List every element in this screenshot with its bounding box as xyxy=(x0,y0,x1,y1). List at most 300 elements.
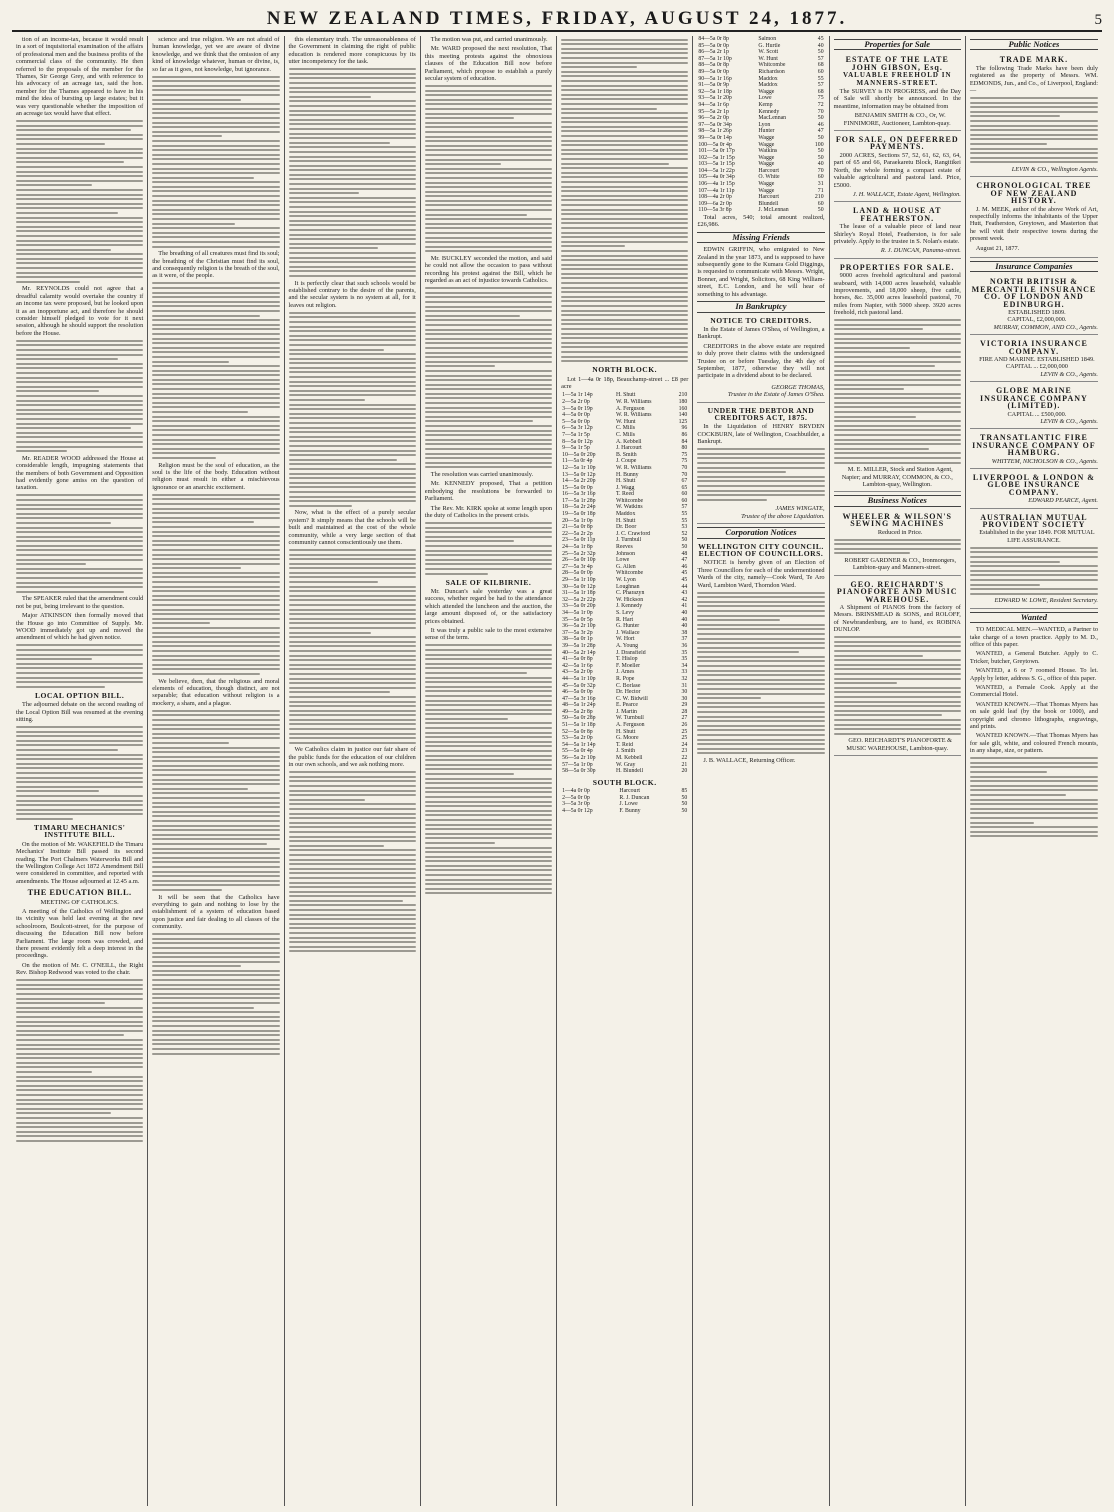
buyer-cell: Wagge xyxy=(758,181,775,188)
price-cell: 55 xyxy=(681,511,688,518)
lot-cell: 43—5a 2r 0p xyxy=(562,669,593,676)
notice-signature xyxy=(697,503,824,524)
price-cell: 60 xyxy=(817,200,824,207)
section-banner: Missing Friends xyxy=(697,232,824,243)
article-paragraph: Mr. BUCKLEY seconded the motion, and said he could not allow the occasion to pass without recording his protest against the Bill, which he regarded as an act of injustice towards Catholics. xyxy=(424,255,553,285)
buyer-cell: Whitcombe xyxy=(758,62,786,69)
lot-cell: 99—5a 0r 14p xyxy=(698,134,732,141)
ad-subtitle: Reduced in Price. xyxy=(877,528,923,536)
section-heading: SOUTH BLOCK. xyxy=(592,777,657,787)
text-filler xyxy=(16,726,143,820)
sale-row xyxy=(697,49,824,56)
sale-row xyxy=(561,709,688,716)
sale-row xyxy=(697,201,824,208)
article-paragraph: tion of an income-tax, because it would result in a sort of inquisitorial examination of the affairs of professional men and the business profits of the commercial class of the community. He then referred to the proposals of the member for the Thames, Sir George Grey, and with reference to his advocacy of an acreage tax, said the hon. member for the Thames appeared to have in his mind the idea of bursting up large estates; but it was very questionable whether the imposition of an acreage tax would have that effect. xyxy=(16,36,144,118)
sale-row xyxy=(561,623,688,630)
buyer-cell: R. Pope xyxy=(616,675,635,682)
buyer-cell: M. Kebbell xyxy=(616,755,643,762)
lot-cell: 87—5a 1r 10p xyxy=(698,55,732,62)
price-cell: 70 xyxy=(681,464,688,471)
sale-row xyxy=(561,419,688,426)
ad-body: 2000 ACRES, Sections 57, 52, 61, 62, 63, 64, part of 65 and 66, Paraekaretu Block, Rangitikei North, the whole forming a compact estate of valuable agricultural and pastoral land. Price, £5000. xyxy=(833,151,961,189)
ad-title: LAND & HOUSE AT FEATHERSTON. xyxy=(853,206,942,223)
article-paragraph: Now, what is the effect of a purely secular system? It simply means that the schools will be built and maintained at the cost of the whole community, while a very large section of that community cannot conscientiously use them. xyxy=(288,509,416,546)
lot-cell: 11—5a 0r 4p xyxy=(562,458,593,465)
lot-cell: 51—5a 1r 18p xyxy=(562,722,596,729)
ad-signature: WHITTEM, NICHOLSON & CO., Agents. xyxy=(991,457,1098,465)
ad-title: CHRONOLOGICAL TREE OF NEW ZEALAND HISTORY. xyxy=(976,181,1092,206)
sale-row xyxy=(561,491,688,498)
sale-row xyxy=(561,683,688,690)
article-paragraph: On the motion of Mr. C. O'NEILL, the Right Rev. Bishop Redwood was voted to the chair. xyxy=(16,961,144,977)
sale-row xyxy=(697,95,824,102)
advertisement xyxy=(970,384,1098,429)
buyer-cell: J. Ames xyxy=(616,669,635,676)
buyer-cell: H. Shutt xyxy=(616,478,636,485)
column-6 xyxy=(693,36,829,1506)
buyer-cell: W. Lyon xyxy=(616,577,636,583)
price-cell: 46 xyxy=(681,563,688,570)
text-filler xyxy=(970,757,1098,837)
price-cell: 41 xyxy=(681,603,688,610)
sale-row xyxy=(561,669,688,676)
text-filler xyxy=(834,636,961,734)
sale-row xyxy=(697,62,824,69)
buyer-cell: Watkins xyxy=(758,148,778,155)
text-filler xyxy=(152,282,279,459)
sale-row xyxy=(561,485,688,492)
sale-results-table xyxy=(561,392,688,774)
price-cell: 22 xyxy=(681,755,688,762)
price-cell: 35 xyxy=(681,649,688,656)
article-paragraph: It was truly a public sale to the most extensive sense of the term. xyxy=(424,626,553,642)
wanted-ad: WANTED, a General Butcher. Apply to C. Tricker, butcher, Greytown. xyxy=(969,650,1098,665)
notice-text: NOTICE is hereby given of an Election of Three Councillors for each of the undermentioned Wards of the city, namely—Cook Ward, Te Aro Ward, Lambton Ward, Thorndon Ward. xyxy=(697,559,825,589)
price-cell: 65 xyxy=(681,484,688,491)
buyer-cell: T. Reed xyxy=(616,491,634,498)
lot-cell: 96—5a 2r 0p xyxy=(698,115,729,122)
notice-title: UNDER THE DEBTOR AND CREDITORS ACT, 1875. xyxy=(707,405,815,422)
text-filler xyxy=(697,592,824,755)
ad-capital: CAPITAL, £2,000,000. xyxy=(1007,316,1067,324)
notice-title: NOTICE TO CREDITORS. xyxy=(710,315,812,325)
text-filler xyxy=(152,76,279,248)
sale-row xyxy=(561,603,688,610)
buyer-cell: Kemp xyxy=(758,101,773,108)
section-banner: Public Notices xyxy=(970,39,1098,50)
buyer-cell: Lowe xyxy=(758,95,772,102)
price-cell: 50 xyxy=(817,49,824,56)
lot-cell: 49—5a 2r 8p xyxy=(562,708,593,715)
signature: JAMES WINGATE, xyxy=(775,505,825,513)
lot-cell: 100—5a 0r 4p xyxy=(698,141,732,148)
section-banner: Insurance Companies xyxy=(970,261,1098,272)
buyer-cell: W. Hickson xyxy=(616,596,644,603)
lot-cell: 94—5a 1r 6p xyxy=(698,101,729,108)
sale-row xyxy=(561,643,688,650)
sale-row xyxy=(697,161,824,168)
lot-cell: 38—5a 0r 1p xyxy=(562,636,593,643)
buyer-cell: C. W. Bidwill xyxy=(616,695,648,702)
advertisement xyxy=(970,431,1098,469)
price-cell: 40 xyxy=(681,609,688,616)
text-filler xyxy=(16,340,143,452)
lot-cell: 55—5a 0r 4p xyxy=(562,748,593,755)
lot-cell: 16—5a 3r 16p xyxy=(562,491,596,498)
price-cell: 96 xyxy=(681,425,688,432)
price-cell: 60 xyxy=(817,174,824,181)
price-cell: 20 xyxy=(681,768,688,775)
sale-row xyxy=(561,722,688,729)
price-cell: 70 xyxy=(681,471,688,478)
sale-row xyxy=(561,689,688,696)
lot-cell: 6—5a 3r 12p xyxy=(562,425,593,432)
sale-row xyxy=(561,458,688,465)
section-banner: In Bankruptcy xyxy=(697,301,824,312)
price-cell: 55 xyxy=(817,75,824,82)
lot-cell: 56—5a 2r 10p xyxy=(562,755,596,762)
text-filler xyxy=(834,319,961,463)
notice-signature xyxy=(697,382,824,403)
lot-cell: 106—4a 1r 15p xyxy=(698,181,735,188)
text-filler xyxy=(152,494,279,675)
buyer-cell: Wagge xyxy=(758,187,775,194)
lot-cell: 13—5a 0r 12p xyxy=(562,471,596,478)
wanted-ad: WANTED KNOWN.—That Thomas Myers has on sale gold leaf (by the book or 1000), and copyright and chromo lithographs, engravings, and prints. xyxy=(969,700,1098,730)
section-banner: Properties for Sale xyxy=(834,39,961,50)
text-filler xyxy=(289,549,416,744)
advertisement xyxy=(970,179,1098,258)
buyer-cell: Wagge xyxy=(758,134,775,141)
buyer-cell: J. Wagg xyxy=(616,484,635,491)
price-cell: 60 xyxy=(817,68,824,75)
lot-cell: 7—5a 1r 5p xyxy=(562,431,590,438)
sale-row xyxy=(561,748,688,755)
sale-row xyxy=(561,504,688,511)
section-heading: LOCAL OPTION BILL. xyxy=(34,690,125,700)
buyer-cell: W. Hunt xyxy=(758,55,778,62)
buyer-cell: J. Smith xyxy=(616,748,636,755)
lot-cell: 41—5a 0r 8p xyxy=(562,656,593,663)
buyer-cell: G. Hunter xyxy=(616,623,640,630)
sale-row xyxy=(561,544,688,551)
lot-cell: 105—4a 0r 34p xyxy=(698,174,735,181)
price-cell: 31 xyxy=(817,181,824,188)
wanted-ad: WANTED, a 6 or 7 roomed House. To let. Apply by letter, address S. G., office of this paper. xyxy=(969,667,1098,682)
article-paragraph: We believe, then, that the religious and moral elements of education, though distinct, are not separable; that education without religion is a mockery, a sham, and a plague. xyxy=(152,677,280,707)
buyer-cell: G. Allen xyxy=(616,563,636,570)
buyer-cell: J. McLennan xyxy=(758,207,789,214)
buyer-cell: A. Kebbell xyxy=(616,438,642,445)
section-heading: THE EDUCATION BILL. xyxy=(27,888,132,898)
buyer-cell: A. Young xyxy=(616,642,639,649)
sale-row xyxy=(561,650,688,657)
ad-title: VICTORIA INSURANCE COMPANY. xyxy=(979,339,1088,356)
buyer-cell: Wagge xyxy=(758,141,775,148)
lot-cell: 95—5a 2r 1p xyxy=(698,108,729,115)
sale-row xyxy=(697,155,824,162)
article-paragraph: The Rev. Mr. KIRK spoke at some length upon the duty of Catholics in the present crisis. xyxy=(424,504,553,519)
lot-cell: 21—5a 0r 8p xyxy=(562,524,593,531)
ad-signature: GEO. REICHARDT'S PIANOFORTE & MUSIC WAREHOUSE, Lambton-quay. xyxy=(846,737,953,752)
buyer-cell: J. Lowe xyxy=(619,801,638,808)
lot-cell: 44—5a 1r 10p xyxy=(562,675,596,682)
lot-cell: 10—5a 0r 20p xyxy=(562,451,596,458)
price-cell: 44 xyxy=(681,583,688,590)
buyer-cell: F. Bunny xyxy=(619,808,641,814)
advertisement xyxy=(970,471,1098,509)
lot-cell: 4—5a 0r 0p xyxy=(562,412,590,419)
buyer-cell: C. Pharazyn xyxy=(616,590,645,597)
article-paragraph: The breathing of all creatures must find its soul; the breathing of the Christian must find its soul, and consequently religion is the breath of the soul, as it were, of the people. xyxy=(152,250,280,280)
price-cell: 60 xyxy=(681,497,688,504)
sale-row xyxy=(697,82,824,89)
price-cell: 45 xyxy=(817,36,824,42)
notice-title: WELLINGTON CITY COUNCIL. ELECTION OF COUNCILLORS. xyxy=(698,541,824,558)
text-filler xyxy=(16,494,143,592)
lot-cell: 108—4a 2r 0p xyxy=(698,194,732,201)
ad-body: J. M. MEEK, author of the above Work of Art, respectfully informs the inhabitants of the Upper Hutt, Featherston, Greytown, and Masterton that he will visit their respective towns during the present week. xyxy=(969,205,1098,243)
article-paragraph: Mr. READER WOOD addressed the House at considerable length, impugning statements that the members of both Government and Opposition had evidently gone amiss on the question of taxation. xyxy=(16,454,144,492)
section-heading: NORTH BLOCK. xyxy=(592,365,658,375)
notice-text: CREDITORS in the above estate are required to duly prove their claims with the undersigned Trustee on or before Tuesday, the 4th day of September, 1877, otherwise they will not participate in a dividend about to be declared. xyxy=(697,342,825,380)
buyer-cell: Lyon xyxy=(758,121,771,128)
sale-row xyxy=(561,755,688,762)
price-cell: 40 xyxy=(681,616,688,623)
price-cell: 67 xyxy=(681,478,688,485)
text-filler xyxy=(425,287,552,468)
ad-title: PROPERTIES FOR SALE. xyxy=(839,262,955,272)
article-paragraph: Mr. WARD proposed the next resolution, That this meeting protests against the obnoxious clauses of the Education Bill now before Parliament, which propose to establish a purely secular system of education. xyxy=(424,45,553,83)
article-paragraph: this elementary truth. The unreasonableness of the Government in claiming the right of public education is rendered more conspicuous by its utter incompetency for the task. xyxy=(288,36,416,66)
buyer-cell: W. Gray xyxy=(616,761,636,768)
lot-cell: 34—5a 1r 0p xyxy=(562,609,593,616)
buyer-cell: Reeves xyxy=(616,544,633,551)
sale-row xyxy=(561,768,688,775)
notice-text: In the Estate of James O'Shea, of Wellington, a Bankrupt. xyxy=(697,325,825,341)
lot-cell: 33—5a 0r 20p xyxy=(562,603,596,610)
lot-cell: 27—5a 3r 4p xyxy=(562,563,593,570)
price-cell: 42 xyxy=(681,596,688,603)
text-filler xyxy=(16,120,143,283)
sale-row xyxy=(561,452,688,459)
sale-row xyxy=(561,511,688,518)
buyer-cell: Whitcombe xyxy=(616,497,644,504)
sale-row xyxy=(561,808,688,815)
lot-cell: 26—5a 0r 10p xyxy=(562,557,596,564)
text-filler xyxy=(152,933,279,1054)
text-filler xyxy=(289,771,416,952)
ad-signature: LEVIN & CO., Agents. xyxy=(1040,417,1098,425)
signature-title: Trustee in the Estate of James O'Shea. xyxy=(727,391,825,399)
text-filler xyxy=(289,312,416,507)
buyer-cell: H. Blundell xyxy=(616,768,644,775)
article-paragraph: We Catholics claim in justice our fair share of the public funds for the education of our children in our own schools, and we ask nothing more. xyxy=(288,746,416,769)
lot-cell: 25—5a 2r 32p xyxy=(562,550,596,557)
advertisement xyxy=(970,53,1098,177)
article-paragraph: Religion must be the soul of education, as the soul is the life of the body. Education without religion must result in either a mischievous ignorance or an anarchic excitement. xyxy=(152,461,280,491)
lot-cell: 92—5a 1r 18p xyxy=(698,88,732,95)
lot-cell: 18—5a 2r 24p xyxy=(562,504,596,511)
sale-row xyxy=(561,676,688,683)
text-filler xyxy=(425,85,552,252)
lot-cell: 107—4a 1r 11p xyxy=(698,187,735,194)
sale-row xyxy=(561,498,688,505)
newspaper-title: NEW ZEALAND TIMES, FRIDAY, AUGUST 24, 1877. xyxy=(266,8,848,29)
lot-cell: 93—5a 1r 20p xyxy=(698,95,732,102)
buyer-cell: H. Shutt xyxy=(616,728,636,735)
buyer-cell: J. Coupe xyxy=(616,458,637,465)
lot-cell: 52—5a 0r 8p xyxy=(562,728,593,735)
buyer-cell: H. Bunny xyxy=(616,471,639,478)
ad-subtitle: VALUABLE FREEHOLD IN MANNERS-STREET. xyxy=(842,71,952,87)
lot-cell: 12—5a 1r 10p xyxy=(562,464,596,471)
buyer-cell: F. Moeller xyxy=(616,662,641,669)
price-cell: 75 xyxy=(681,451,688,458)
sale-row xyxy=(561,795,688,802)
buyer-cell: E. Pearce xyxy=(616,702,638,709)
article-paragraph: It is perfectly clear that such schools would be established contrary to the desire of the parents, and the secular system is no system at all, for it leaves out religion. xyxy=(288,279,416,309)
buyer-cell: H. Shutt xyxy=(616,392,636,399)
ad-title: TRANSATLANTIC FIRE INSURANCE COMPANY OF HAMBURG. xyxy=(972,433,1096,458)
sale-row xyxy=(697,207,824,214)
price-cell: 30 xyxy=(681,695,688,702)
price-cell: 50 xyxy=(817,154,824,161)
buyer-cell: Harcourt xyxy=(758,194,779,201)
lot-cell: 110—5a 3r 8p xyxy=(698,207,732,214)
lot-cell: 36—5a 2r 10p xyxy=(562,623,596,630)
advertisement xyxy=(834,53,961,131)
sale-row xyxy=(561,570,688,577)
signature-title: Trustee of the above Liquidation. xyxy=(741,512,825,520)
buyer-cell: Salmon xyxy=(758,36,777,42)
sale-row xyxy=(697,115,824,122)
buyer-cell: Wagge xyxy=(758,161,775,168)
column-4 xyxy=(421,36,557,1506)
price-cell: 57 xyxy=(681,504,688,511)
sale-row xyxy=(561,801,688,808)
price-cell: 57 xyxy=(817,82,824,89)
buyer-cell: MacLennan xyxy=(758,115,787,122)
lot-cell: 5—5a 0r 0p xyxy=(562,418,590,425)
lot-cell: 20—5a 1r 0p xyxy=(562,517,593,524)
sale-row xyxy=(561,610,688,617)
buyer-cell: S. Levy xyxy=(616,609,635,616)
article-paragraph: On the motion of Mr. WAKEFIELD the Timaru Mechanics' Institute Bill passed its second reading. The Port Chalmers Waterworks Bill and the Wellington College Act 1872 Amendment Bill were considered in committee, and reported with amendments. The House adjourned at 12.45 a.m. xyxy=(16,840,144,885)
buyer-cell: G. Moore xyxy=(616,735,639,742)
page-number: 5 xyxy=(1094,12,1102,28)
lot-cell: 4—5a 0r 12p xyxy=(562,808,593,814)
price-cell: 46 xyxy=(817,121,824,128)
buyer-cell: Maddox xyxy=(758,82,778,89)
price-cell: 37 xyxy=(681,636,688,643)
ad-title: ESTATE OF THE LATE JOHN GIBSON, Esq. xyxy=(845,55,949,72)
price-cell: 50 xyxy=(817,134,824,141)
sale-row xyxy=(561,399,688,406)
price-cell: 53 xyxy=(681,524,688,531)
buyer-cell: J. Wallace xyxy=(616,629,640,636)
buyer-cell: B. Smith xyxy=(616,451,637,458)
sale-row xyxy=(561,478,688,485)
price-cell: 45 xyxy=(681,577,688,583)
sale-row xyxy=(697,109,824,116)
column-5 xyxy=(557,36,693,1506)
sale-row xyxy=(561,412,688,419)
article-paragraph: It will be seen that the Catholics have everything to gain and nothing to lose by the establishment of a system of education based upon justice and fair dealing to all classes of the community. xyxy=(152,893,280,931)
advertisement xyxy=(970,511,1098,609)
price-cell: 38 xyxy=(681,629,688,636)
price-cell: 40 xyxy=(817,42,824,49)
lot-cell: 32—5a 2r 22p xyxy=(562,596,596,603)
ad-title: WHEELER & WILSON'S SEWING MACHINES xyxy=(842,511,952,529)
text-filler xyxy=(16,644,143,687)
price-cell: 47 xyxy=(817,128,824,135)
sale-row xyxy=(561,715,688,722)
lot-cell: 8—5a 0r 12p xyxy=(562,438,593,445)
price-cell: 50 xyxy=(681,808,688,814)
sale-row xyxy=(697,69,824,76)
buyer-cell: Lowe xyxy=(616,557,630,564)
price-cell: 33 xyxy=(681,669,688,676)
lot-cell: 45—5a 0r 32p xyxy=(562,682,596,689)
sale-row xyxy=(561,392,688,399)
lot-cell: 86—5a 2r 1p xyxy=(698,49,729,56)
price-cell: 47 xyxy=(681,557,688,564)
lot-cell: 3—5a 0r 19p xyxy=(562,405,593,412)
price-cell: 80 xyxy=(681,445,688,452)
price-cell: 26 xyxy=(681,722,688,729)
sale-row xyxy=(697,174,824,181)
wanted-ad: WANTED KNOWN.—That Thomas Myers has for sale gilt, white, and coloured French mounts, in any shape, size, or pattern. xyxy=(969,732,1098,755)
lot-cell: 14—5a 2r 20p xyxy=(562,478,596,485)
section-heading: SALE OF KILBIRNIE. xyxy=(445,577,532,587)
buyer-cell: Hunter xyxy=(758,128,775,135)
section-subheading: MEETING OF CATHOLICS. xyxy=(40,898,119,906)
text-filler xyxy=(425,522,552,575)
wanted-ad: WANTED, a Female Cook. Apply at the Commercial Hotel. xyxy=(969,683,1098,699)
sale-row xyxy=(561,524,688,531)
advertisement xyxy=(834,204,961,258)
ad-body: 9000 acres freehold agricultural and pastoral seaboard, with 14,000 acres leasehold, valuable improvements, and 18,000 sheep, five cattle, horses, &c. 35,000 acres leasehold pastoral, 70 miles from Napier, with 5000 sheep. 3920 acres freehold, rich pastoral land. xyxy=(833,272,961,317)
sale-row xyxy=(561,663,688,670)
ad-title: LIVERPOOL & LONDON & GLOBE INSURANCE COMPANY. xyxy=(972,472,1095,497)
ad-signature: EDWARD PEARCE, Agent. xyxy=(1028,497,1098,505)
column-7 xyxy=(830,36,966,1506)
lot-cell: 46—5a 0r 0p xyxy=(562,689,593,696)
text-filler xyxy=(970,547,1098,595)
sale-row xyxy=(561,564,688,571)
signature: J. B. WALLACE, Returning Officer. xyxy=(703,756,796,764)
lot-cell: 57—5a 1r 0p xyxy=(562,761,593,768)
buyer-cell: J. Martin xyxy=(616,708,637,715)
lot-cell: 42—5a 1r 6p xyxy=(562,662,593,669)
sale-row xyxy=(697,102,824,109)
column-1 xyxy=(12,36,148,1506)
sale-row xyxy=(561,531,688,538)
price-cell: 29 xyxy=(681,702,688,709)
buyer-cell: Dr. Hector xyxy=(616,689,641,696)
price-cell: 30 xyxy=(681,689,688,696)
text-filler xyxy=(152,710,279,891)
lot-cell: 9—5a 1r 5p xyxy=(562,445,590,452)
lot-cell: 15—5a 0r 0p xyxy=(562,484,593,491)
text-filler xyxy=(697,448,824,501)
price-cell: 43 xyxy=(681,590,688,597)
price-cell: 50 xyxy=(681,537,688,544)
price-cell: 70 xyxy=(817,167,824,174)
buyer-cell: H. Shutt xyxy=(616,517,636,524)
price-cell: 86 xyxy=(681,431,688,438)
